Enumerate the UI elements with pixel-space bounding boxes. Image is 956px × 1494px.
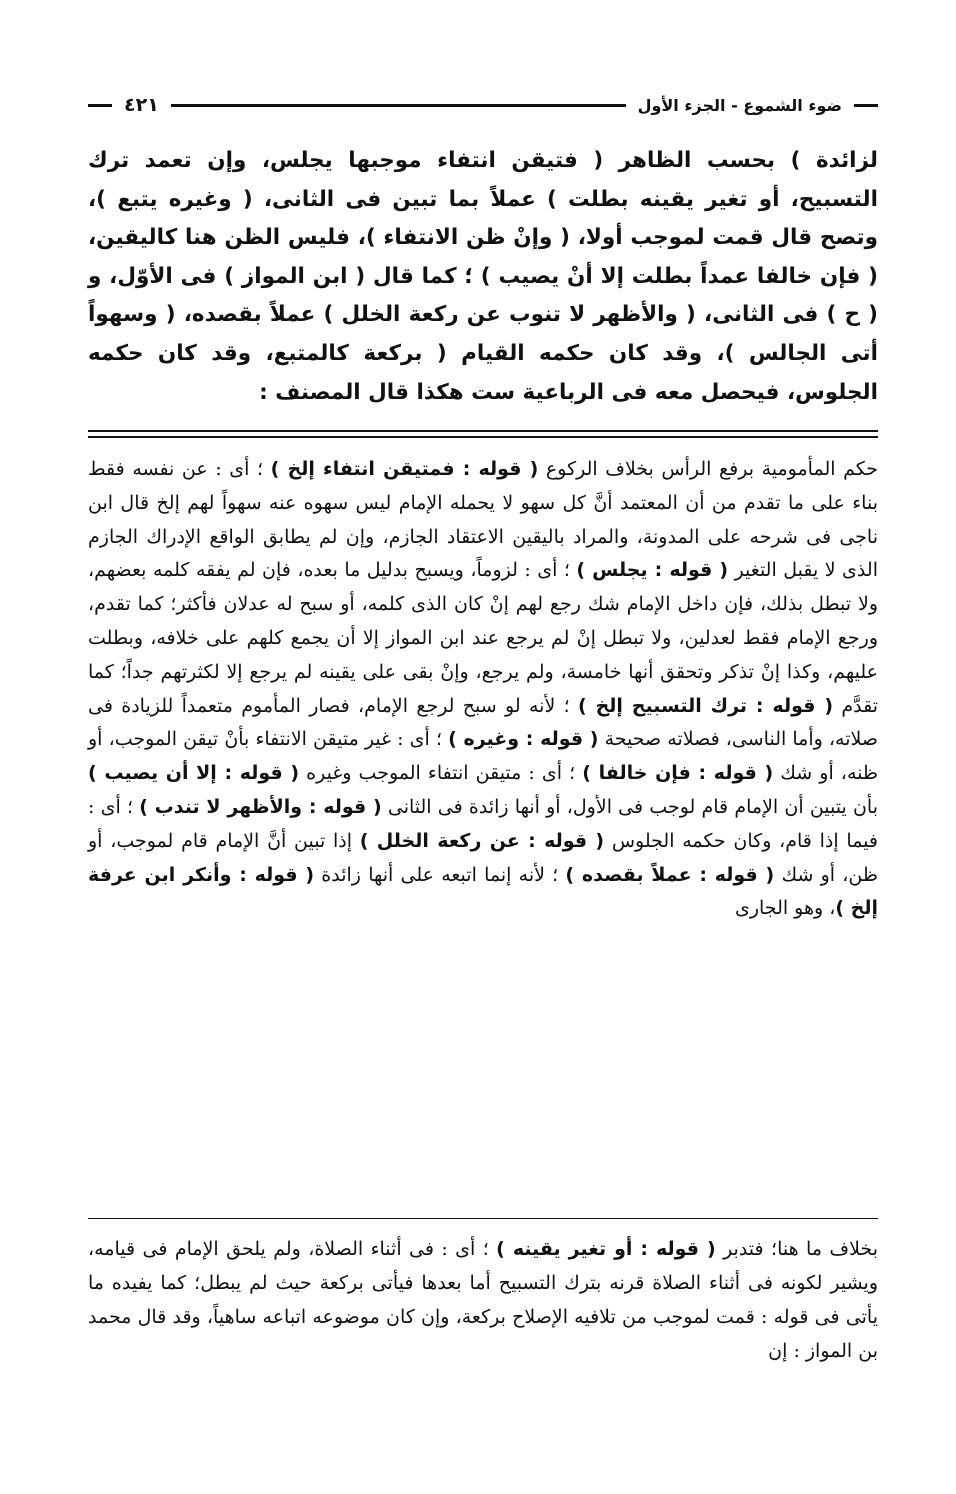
commentary-lemma: ( قوله : فمتيقن انتفاء إلخ ) xyxy=(270,458,539,480)
commentary-segment: ؛ أى : فيما إذا قام، وكان حكمه الجلوس xyxy=(88,795,878,852)
commentary-lemma: ( قوله : إلا أن يصيب ) xyxy=(88,762,300,785)
header-dash-end xyxy=(88,104,112,107)
commentary-segment: ، وهو الجارى xyxy=(734,897,836,920)
commentary-lemma: ( قوله : فإن خالفا ) xyxy=(582,762,774,785)
header-rule xyxy=(171,104,626,107)
footnote-text xyxy=(88,1232,878,1368)
commentary-text xyxy=(88,453,878,926)
commentary-segment: بأن يتبين أن الإمام قام لوجب فى الأول، أو أنها زائدة فى الثانى xyxy=(381,795,878,818)
commentary-segment: ؛ أى : غير متيقن الانتفاء بأنْ تيقن الموجب، أو ظنه، أو شك xyxy=(88,728,878,785)
running-header xyxy=(88,90,878,120)
commentary-segment: ؛ لأنه لو سبح لرجع الإمام، فصار المأموم متعمداً للزيادة فى صلاته، وأما الناسى، فصلاته صحيحة xyxy=(88,694,878,751)
commentary-segment: ؛ أى : لزوماً، ويسبح بدليل ما بعده، فإن لم يفقه كلمه بعضهم، ولا تبطل بذلك، فإن داخل الإمام شك رجع لهم إنْ كان الذى كلمه، أو سبح له عدلان فأكثر؛ كما تقدم، ورجع الإمام فقط لعدلين، ولا تبطل إنْ لم يرجع عند ابن المواز إلا أن يجمع كلهم على خلافه، وبطلت عليهم، وكذا إنْ تذكر وتحقق أنها خامسة، ولم يرجع، وإنْ بقى على يقينه لم يرجع إلا لكثرتهم جداً؛ كما تقدَّم xyxy=(88,559,878,717)
commentary-lemma: ( قوله : عملاً بقصده ) xyxy=(565,863,775,886)
header-dash xyxy=(854,104,878,107)
footnote-separator xyxy=(88,1218,878,1219)
page-number: ٤٢١ xyxy=(124,94,159,116)
footnote-segment: ؛ أى : فى أثناء الصلاة، ولم يلحق الإمام فى قيامه، ويشير لكونه فى أثناء الصلاة قرنه بترك التسبيح أما بعدها فيأتى بركعة حيث لم يبطل؛ كما يفيده ما يأتى فى قوله : قمت لموجب من تلافيه الإصلاح بركعة، وإن كان موضوعه اتباعه ساهياً، وقد قال محمد بن المواز : إن xyxy=(88,1238,878,1362)
commentary-segment: ؛ لأنه إنما اتبعه على أنها زائدة xyxy=(314,863,566,886)
commentary-lemma: ( قوله : عن ركعة الخلل ) xyxy=(359,829,605,852)
footnote-segment: بخلاف ما هنا؛ فتدبر xyxy=(715,1238,878,1260)
commentary-segment: ؛ أى : عن نفسه فقط بناء على ما تقدم من أن المعتمد أنَّ كل سهو لا يحمله الإمام ليس سهوه عنه سهواً لهم إلخ قال ابن ناجى فى شرحه على المدونة، والمراد باليقين الاعتقاد الجازم، وإن لم يطابق الواقع الإدراك الجازم الذى لا يقبل التغير xyxy=(88,458,878,582)
commentary-segment: إذا تبين أنَّ الإمام قام لموجب، أو ظن، أو شك xyxy=(88,829,878,886)
commentary-lemma: ( قوله : والأظهر لا تندب ) xyxy=(139,795,382,818)
commentary-lemma: ( قوله : يجلس ) xyxy=(576,559,729,582)
commentary-lemma: ( قوله : وأنكر ابن عرفة إلخ ) xyxy=(88,863,878,920)
commentary-lemma: ( قوله : ترك التسبيح إلخ ) xyxy=(577,694,834,717)
main-text-separator xyxy=(88,430,878,438)
footnote-lemma: ( قوله : أو تغير يقينه ) xyxy=(496,1238,716,1260)
commentary-segment: حكم المأمومية برفع الرأس بخلاف الركوع xyxy=(538,458,878,480)
commentary-segment: ؛ أى : متيقن انتفاء الموجب وغيره xyxy=(299,762,583,785)
book-title: ضوء الشموع - الجزء الأول xyxy=(637,95,842,115)
commentary-lemma: ( قوله : وغيره ) xyxy=(448,728,599,751)
main-text: لزائدة ) بحسب الظاهر ( فتيقن انتفاء موجبها يجلس، وإن تعمد ترك التسبيح، أو تغير يقينه بطلت ) عملاً بما تبين فى الثانى، ( وغيره يتبع )، وتصح قال قمت لموجب أولا، ( وإنْ ظن الانتفاء )، فليس الظن هنا كاليقين، ( فإن خالفا عمداً بطلت إلا أنْ يصيب ) ؛ كما قال ( ابن المواز ) فى الأوّل، و ( ح ) فى الثانى، ( والأظهر لا تنوب عن ركعة الخلل ) عملاً بقصده، ( وسهواً أتى الجالس )، وقد كان حكمه القيام ( بركعة كالمتبع، وقد كان حكمه الجلوس، فيحصل معه فى الرباعية ست هكذا قال المصنف : xyxy=(88,148,878,405)
